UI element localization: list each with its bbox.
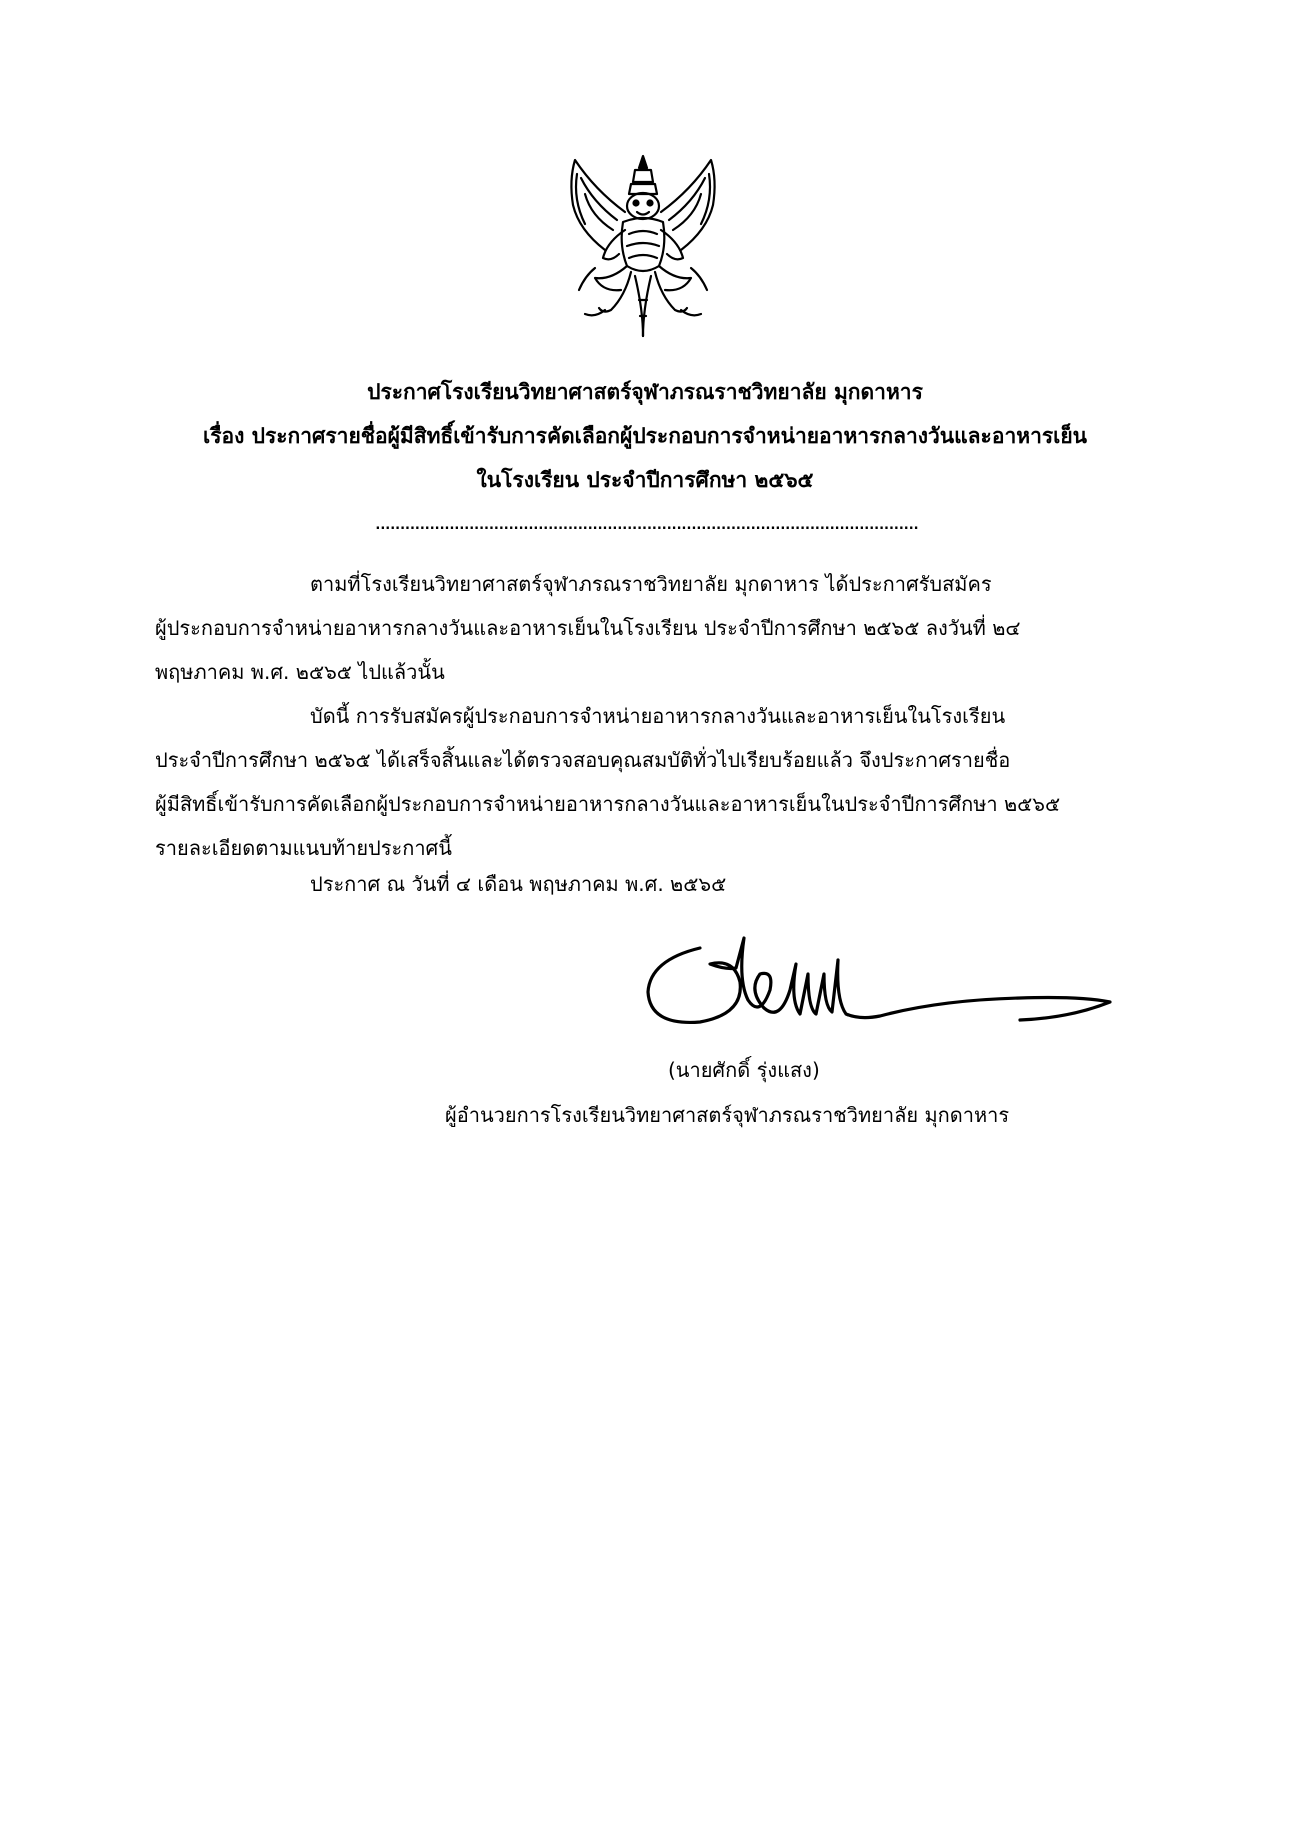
header-title: ประกาศโรงเรียนวิทยาศาสตร์จุฬาภรณราชวิทยาลัย มุกดาหาร <box>367 380 923 404</box>
body-paragraph-1 <box>155 562 1140 694</box>
paragraph-line: ผู้มีสิทธิ์เข้ารับการคัดเลือกผู้ประกอบการจำหน่ายอาหารกลางวันและอาหารเย็นในประจำปีการศึกษา ๒๕๖๕ <box>155 792 1061 816</box>
announcement-date: ประกาศ ณ วันที่ ๔ เดือน พฤษภาคม พ.ศ. ๒๕๖๕ <box>310 872 727 896</box>
garuda-emblem-icon <box>555 150 731 342</box>
paragraph-line: ตามที่โรงเรียนวิทยาศาสตร์จุฬาภรณราชวิทยาลัย มุกดาหาร ได้ประกาศรับสมัคร <box>310 572 992 596</box>
dotted-separator: .............................................................................................................. <box>375 518 919 533</box>
signer-name: (นายศักดิ์ รุ่งแสง) <box>668 1058 820 1082</box>
paragraph-line: ประจำปีการศึกษา ๒๕๖๕ ได้เสร็จสิ้นและได้ตรวจสอบคุณสมบัติทั่วไปเรียบร้อยแล้ว จึงประกาศรายชื่อ <box>155 748 1011 772</box>
header-subject: เรื่อง ประกาศรายชื่อผู้มีสิทธิ์เข้ารับการคัดเลือกผู้ประกอบการจำหน่ายอาหารกลางวันและอาหารเย็น <box>203 424 1087 448</box>
paragraph-line: ผู้ประกอบการจำหน่ายอาหารกลางวันและอาหารเย็นในโรงเรียน ประจำปีการศึกษา ๒๕๖๕ ลงวันที่ ๒๔ <box>155 616 1021 640</box>
body-paragraph-2 <box>155 694 1140 870</box>
signer-position: ผู้อำนวยการโรงเรียนวิทยาศาสตร์จุฬาภรณราชวิทยาลัย มุกดาหาร <box>445 1103 1010 1127</box>
paragraph-line: บัดนี้ การรับสมัครผู้ประกอบการจำหน่ายอาหารกลางวันและอาหารเย็นในโรงเรียน <box>310 704 1006 728</box>
paragraph-line: รายละเอียดตามแนบท้ายประกาศนี้ <box>155 836 452 860</box>
handwritten-signature-icon <box>640 930 1120 1040</box>
paragraph-line: พฤษภาคม พ.ศ. ๒๕๖๕ ไปแล้วนั้น <box>155 660 445 684</box>
announcement-header <box>120 370 1170 502</box>
header-subject-continued: ในโรงเรียน ประจำปีการศึกษา ๒๕๖๕ <box>476 468 814 492</box>
